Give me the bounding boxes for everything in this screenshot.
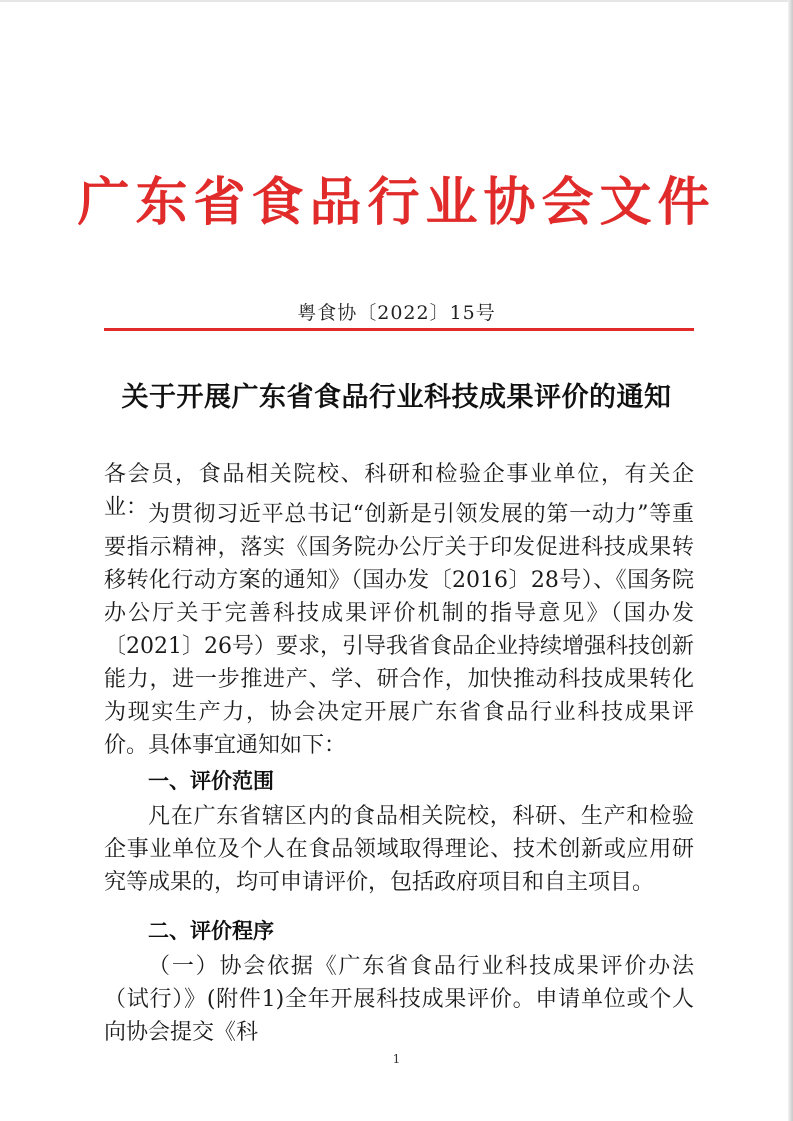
- notice-title: 关于开展广东省食品行业科技成果评价的通知: [121, 382, 672, 413]
- section-heading-scope: 一、评价范围: [148, 769, 274, 793]
- paragraph-procedure: （一）协会依据《广东省食品行业科技成果评价办法（试行）》(附件1)全年开展科技成果评价。申请单位或个人向协会提交《科: [104, 954, 694, 1045]
- document-number: 粤食协〔2022〕15号: [297, 302, 496, 324]
- paragraph-intro: 为贯彻习近平总书记“创新是引领发展的第一动力”等重要指示精神，落实《国务院办公厅关于印发促进科技成果转移转化行动方案的通知》（国办发〔2016〕28号）、《国务院办公厅关于完善科技成果评价机制的指导意见》（国办发〔2021〕26号）要求，引导我省食品企业持续增强科技创新能力，进一步推进产、学、研合作，加快推动科技成果转化为现实生产力，协会决定开展广东省食品行业科技成果评价。具体事宜通知如下：: [104, 502, 694, 758]
- page-number: 1: [392, 1052, 401, 1066]
- salutation: 各会员，食品相关院校、科研和检验企事业单位，有关企业：: [104, 462, 694, 520]
- scan-edge-top: [0, 0, 793, 2]
- red-divider-line: [104, 328, 694, 331]
- document-header-title: 广东省食品行业协会文件: [77, 173, 716, 233]
- section-heading-procedure: 二、评价程序: [148, 919, 274, 943]
- paragraph-scope: 凡在广东省辖区内的食品相关院校，科研、生产和检验企事业单位及个人在食品领域取得理论、技术创新或应用研究等成果的，均可申请评价，包括政府项目和自主项目。: [104, 804, 694, 895]
